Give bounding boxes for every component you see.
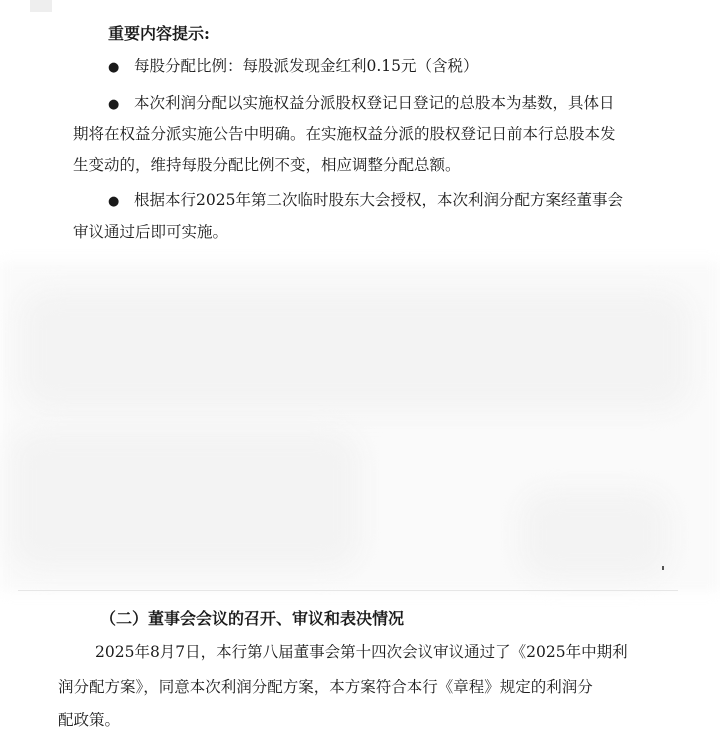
bullet-item-3-line-1: ● 根据本行2025年第二次临时股东大会授权，本次利润分配方案经董事会 [108, 190, 623, 212]
page-corner-mark [30, 0, 52, 12]
bullet-item-2-line-2: 期将在权益分派实施公告中明确。在实施权益分派的股权登记日前本行总股本发 [73, 125, 616, 143]
divider [18, 590, 678, 591]
bullet-item-2-line-1: ● 本次利润分配以实施权益分派股权登记日登记的总股本为基数，具体日 [108, 93, 615, 115]
stray-mark [662, 566, 664, 570]
key-points-heading: 重要内容提示: [108, 24, 210, 43]
section-paragraph-line-1: 2025年8月7日，本行第八届董事会第十四次会议审议通过了《2025年中期利 [95, 643, 628, 661]
bullet-icon: ● [108, 60, 120, 75]
bullet-icon: ● [108, 194, 120, 209]
bullet-item-1-line-1: ● 每股分配比例：每股派发现金红利0.15元（含税） [108, 56, 479, 78]
section-paragraph-line-2: 润分配方案》，同意本次利润分配方案，本方案符合本行《章程》规定的利润分 [58, 678, 593, 696]
blurred-block [20, 290, 690, 410]
blurred-block [10, 430, 360, 570]
bullet-item-3-line-2: 审议通过后即可实施。 [73, 223, 229, 241]
bullet-item-2-line-3: 生变动的，维持每股分配比例不变，相应调整分配总额。 [73, 156, 461, 174]
section-title: （二）董事会会议的召开、审议和表决情况 [100, 609, 405, 628]
blurred-block [520, 490, 670, 580]
bullet-icon: ● [108, 97, 120, 112]
section-paragraph-line-3: 配政策。 [58, 711, 121, 729]
